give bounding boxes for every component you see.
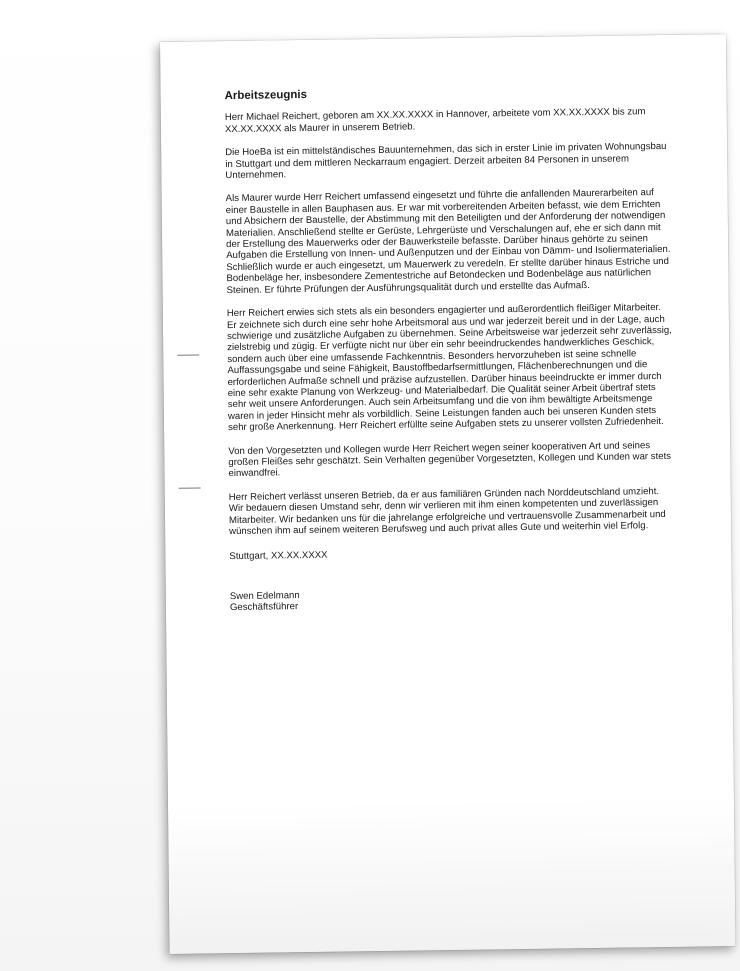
paragraph-intro: Herr Michael Reichert, geboren am XX.XX.XXXX in Hannover, arbeitete vom XX.XX.XXXX bis zum XX.XX.XXXX als Maurer in unserem Betrieb. (224, 106, 646, 135)
paragraph-performance: Herr Reichert erwies sich stets als ein besonders engagierter und außerordentlich fleißiger Mitarbeiter. Er zeichnete sich durch eine sehr hohe Arbeitsmoral aus und war jederzeit bereit und in der Lage, auch schwierige und zusätzliche Aufgaben zu übernehmen. Seine Arbeitsweise war jederzeit sehr zuverlässig, zielstrebig und zügig. Er verfügte nicht nur über ein sehr beeindruckendes handwerkliches Geschick, sondern auch über eine umfassende Fachkenntnis. Besonders hervorzuheben ist seine schnelle Auffassungsgabe und seine Fähigkeit, Baustoffbedarfsermittlungen, Flächenberechnungen und die erforderlichen Aufmaße schnell und präzise aufzustellen. Darüber hinaus beeindruckte er immer durch eine sehr exakte Planung von Werkzeug- und Materialbedarf. Die Qualität seiner Arbeit übertraf stets sehr weit unsere Anforderungen. Auch sein Arbeitsumfang und die von ihm bewältigte Arbeitsmenge waren in jeder Hinsicht mehr als vorbildlich. Seine Leistungen fanden auch bei unseren Kunden stets sehr große Anerkennung. Herr Reichert erfüllte seine Aufgaben stets zu unserer vollsten Zufriedenheit. (226, 302, 672, 434)
paragraph-farewell: Herr Reichert verlässt unseren Betrieb, da er aus familiären Gründen nach Norddeutschland umzieht. Wir bedauern diesen Umstand sehr, denn wir verlieren mit ihm einen kompetenten und zuverlässigen Mitarbeiter. Wir bedanken uns für die jahrelange erfolgreiche und vertrauensvolle Zusammenarbeit und wünschen ihm auf seinem weiteren Berufsweg und auch privat alles Gute und weiterhin viel Erfolg. (228, 485, 666, 538)
paragraph-duties: Als Maurer wurde Herr Reichert umfassend eingesetzt und führte die anfallenden Maurerarbeiten auf einer Baustelle in allen Bauphasen aus. Er war mit vorbereitenden Arbeiten befasst, wie dem Errichten und Absichern der Baustelle, der Abstimmung mit den Beteiligten und der Anforderung der notwendigen Materialien. Anschließend stellte er Gerüste, Lehrgerüste und Verschalungen auf, ehe er sich dann mit der Erstellung des Mauerwerks oder der Bauwerksteile befasste. Darüber hinaus gehörte zu seinen Aufgaben die Erstellung von Innen- und Außenputzen und der Einbau von Dämm- und Isoliermaterialien. Schließlich wurde er auch eingesetzt, um Mauerwerk zu veredeln. Er stellte darüber hinaus Estriche und Bodenbeläge her, insbesondere Zementestriche auf Betondecken und Bodenbeläge aus natürlichen Steinen. Er führte Prüfungen der Ausführungsqualität durch und erstellte das Aufmaß. (225, 187, 671, 296)
document-title: Arbeitszeugnis (224, 88, 308, 103)
paragraph-company: Die HoeBa ist ein mittelständisches Bauunternehmen, das sich in erster Linie im privaten Wohnungsbau in Stuttgart und dem mittleren Neckarraum engagiert. Derzeit arbeiten 84 Personen in unserem Unternehmen. (225, 141, 667, 182)
punch-mark (179, 487, 201, 488)
letter-body (225, 85, 676, 614)
signer-name: Swen Edelmann (229, 589, 300, 602)
document-page (160, 34, 735, 954)
fold-mark (177, 354, 199, 355)
paragraph-conduct: Von den Vorgesetzten und Kollegen wurde Herr Reichert wegen seiner kooperativen Art und seines großen Fleißes sehr geschätzt. Sein Verhalten gegenüber Vorgesetzten, Kollegen und Kunden war stets einwandfrei. (228, 439, 672, 480)
place-date: Stuttgart, XX.XX.XXXX (229, 550, 328, 563)
signer-title: Geschäftsführer (229, 601, 299, 614)
